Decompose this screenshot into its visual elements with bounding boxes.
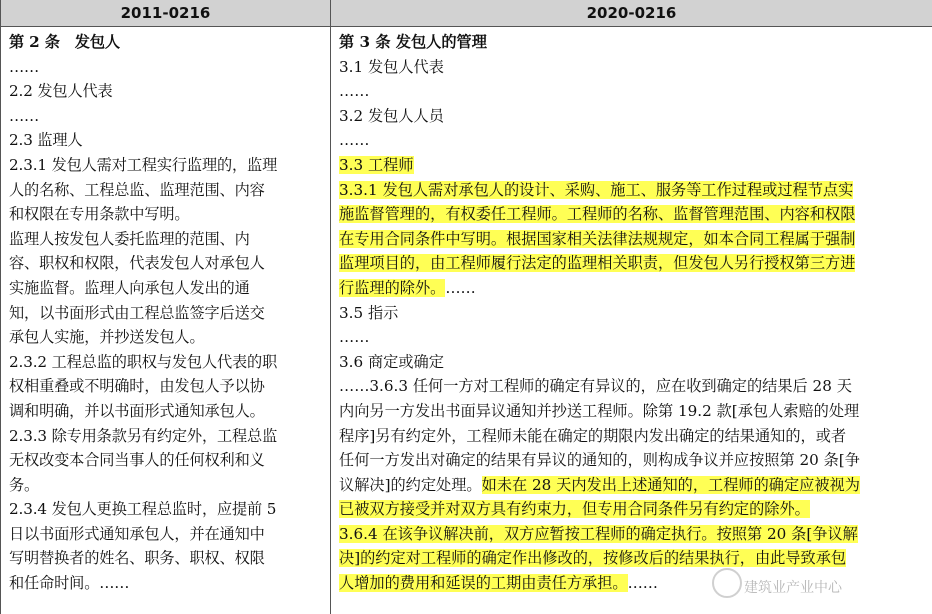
highlight-span: 在专用合同条件中写明。根据国家相关法律法规规定，如本合同工程属于强制 xyxy=(339,229,856,248)
column-divider xyxy=(330,0,331,614)
left-line: 无权改变本合同当事人的任何权利和义 xyxy=(9,451,265,470)
left-line: 容、职权和权限，代表发包人对承包人 xyxy=(9,254,265,273)
left-line: 2.3.3 除专用条款另有约定外，工程总监 xyxy=(9,426,278,445)
left-line: 2.2 发包人代表 xyxy=(9,82,113,101)
column-header-2020: 2020-0216 xyxy=(331,0,932,27)
left-line: 2.3.4 发包人更换工程总监时，应提前 5 xyxy=(9,500,277,519)
highlight-span: 决]的约定对工程师的确定作出修改的，按修改后的结果执行，由此导致承包 xyxy=(339,549,847,568)
highlight-span: 行监理的除外。 xyxy=(339,278,446,297)
left-line: 2.3.1 发包人需对工程实行监理的，监理 xyxy=(9,155,278,174)
left-column-2011 xyxy=(9,30,327,596)
right-line: …… xyxy=(339,82,370,101)
right-line: …… xyxy=(339,328,370,347)
left-line: 调和明确，并以书面形式通知承包人。 xyxy=(9,401,265,420)
highlight-span: 监理项目的，由工程师履行法定的监理相关职责，但发包人另行授权第三方进 xyxy=(339,254,856,273)
right-column-2020 xyxy=(339,30,927,596)
left-line: 承包人实施，并抄送发包人。 xyxy=(9,328,205,347)
highlight-span: 施监督管理的，有权委任工程师。工程师的名称、监督管理范围、内容和权限 xyxy=(339,205,856,224)
column-header-2011: 2011-0216 xyxy=(1,0,330,27)
right-line: …… xyxy=(339,131,370,150)
left-line: 日以书面形式通知承包人，并在通知中 xyxy=(9,524,265,543)
highlight-span: 人增加的费用和延误的工期由责任方承担。 xyxy=(339,574,628,593)
right-line: 内向另一方发出书面异议通知并抄送工程师。除第 19.2 款[承包人索赔的处理 xyxy=(339,401,860,420)
highlight-span: 已被双方接受并对双方具有约束力，但专用合同条件另有约定的除外。 xyxy=(339,500,810,519)
right-title: 第 3 条 发包人的管理 xyxy=(339,33,487,51)
highlight-span: 3.3 工程师 xyxy=(339,155,414,174)
left-line: 人的名称、工程总监、监理范围、内容 xyxy=(9,180,265,199)
left-line: 第 2 条 发包人 xyxy=(9,33,120,51)
right-line: 3.1 发包人代表 xyxy=(339,57,444,76)
watermark: 建筑业产业中心 xyxy=(744,580,842,596)
left-line: 和权限在专用条款中写明。 xyxy=(9,205,190,224)
left-line: 写明替换者的姓名、职务、职权、权限 xyxy=(9,549,265,568)
left-line: 务。 xyxy=(9,475,40,494)
left-line: 实施监督。监理人向承包人发出的通 xyxy=(9,278,250,297)
right-line: 3.5 指示 xyxy=(339,303,399,322)
left-line: 监理人按发包人委托监理的范围、内 xyxy=(9,229,250,248)
left-line: 2.3.2 工程总监的职权与发包人代表的职 xyxy=(9,352,278,371)
ellipsis: …… xyxy=(627,574,658,593)
highlight-span: 3.3.1 发包人需对承包人的设计、采购、施工、服务等工作过程或过程节点实 xyxy=(339,180,854,199)
ellipsis: …… xyxy=(445,278,476,297)
right-line: 3.6 商定或确定 xyxy=(339,352,444,371)
highlight-span: 如未在 28 天内发出上述通知的，工程师的确定应被视为 xyxy=(481,475,860,494)
right-text: 议解决]的约定处理。 xyxy=(339,475,482,494)
right-line: ……3.6.3 任何一方对工程师的确定有异议的，应在收到确定的结果后 28 天 xyxy=(339,377,852,396)
left-line: 2.3 监理人 xyxy=(9,131,83,150)
left-line: 和任命时间。…… xyxy=(9,574,130,593)
right-line: 程序]另有约定外，工程师未能在确定的期限内发出确定的结果通知的，或者 xyxy=(339,426,847,445)
watermark-logo-icon xyxy=(712,568,742,598)
highlight-span: 3.6.4 在该争议解决前，双方应暂按工程师的确定执行。按照第 20 条[争议解 xyxy=(339,524,858,543)
left-line: 权相重叠或不明确时，由发包人予以协 xyxy=(9,377,265,396)
right-line: 任何一方发出对确定的结果有异议的通知的，则构成争议并应按照第 20 条[争 xyxy=(339,451,860,470)
left-line: 知，以书面形式由工程总监签字后送交 xyxy=(9,303,265,322)
right-line: 3.2 发包人人员 xyxy=(339,106,444,125)
left-line: …… xyxy=(9,57,40,76)
left-line: …… xyxy=(9,106,40,125)
